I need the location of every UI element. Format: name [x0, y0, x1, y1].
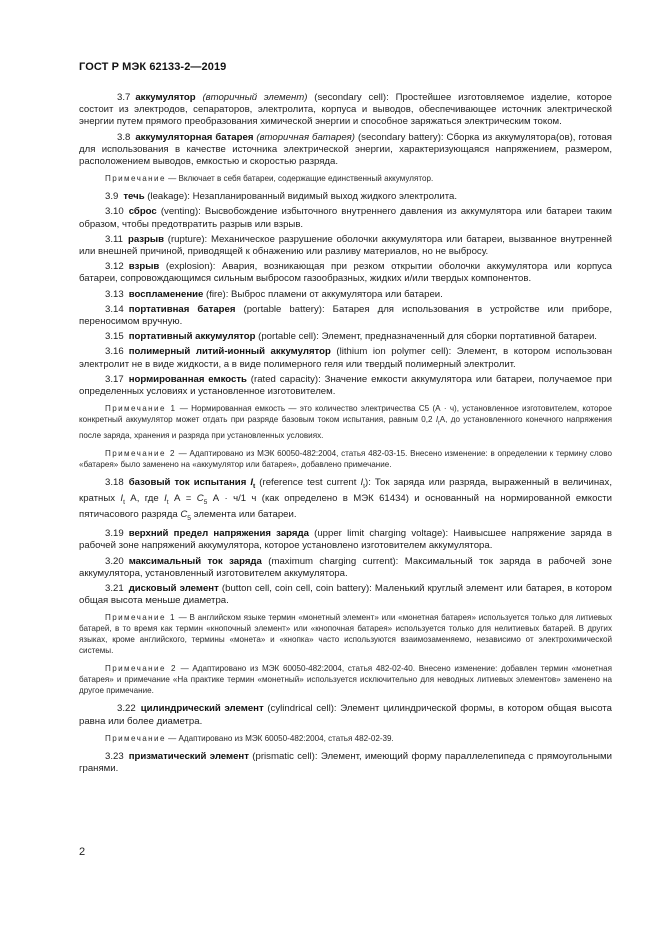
entry-3-8: 3.8 аккумуляторная батарея (вторичная батарея) (secondary battery): Сборка из аккумулятора(ов), готовая для использования в качестве источника электрической энергии, характеризующаяся напряжением, размером, расположением выводов, емкостью и скоростью разряда. [79, 131, 612, 168]
entry-3-10: 3.10 сброс (venting): Высвобождение избыточного внутреннего давления из аккумулятора или батареи таким образом, чтобы предотвратить разрыв или взрыв. [79, 206, 612, 230]
entry-3-21: 3.21 дисковый элемент (button cell, coin cell, coin battery): Маленький круглый элемент или батарея, в котором общая высота меньше диаметра. [79, 583, 612, 607]
note-3-8: Примечание — Включает в себя батареи, содержащие единственный аккумулятор. [105, 174, 434, 184]
entry-3-18: 3.18 базовый ток испытания $I_t$ (reference test current $I_t$): Ток заряда или разряда, выраженный в величинах, кратных $I_t$ А, где $I_t$ $А = C_5$ А · ч/1 ч (как определено в МЭК 61434) и основанный на нормированной емкости пятичасового разряда $C_5$ элемента или батареи. [79, 476, 613, 522]
note-2-3-21: Примечание 2 — Адаптировано из МЭК 60050-482:2004, статья 482-02-40. Внесено изменение: добавлен термин «монетная батарея» и примечание «На практике термин «монетный» используется исключительно для неводных литиевых элементов» заменено на другое примечание. [79, 664, 612, 696]
document-header: ГОСТ Р МЭК 62133-2—2019 [79, 61, 227, 73]
entry-3-23: 3.23 призматический элемент (prismatic cell): Элемент, имеющий форму параллелепипеда с прямоугольными гранями. [79, 750, 612, 775]
entry-3-22: 3.22 цилиндрический элемент (cylindrical cell): Элемент цилиндрической формы, в котором общая высота равна или более диаметра. [79, 703, 612, 727]
page-number: 2 [79, 846, 86, 858]
entry-3-12: 3.12 взрыв (explosion): Авария, возникающая при резком открытии оболочки аккумулятора или корпуса батареи, сопровождающимся сильным выбросом газообразных, жидких и/или твердых компонентов. [79, 261, 612, 285]
entry-3-17: 3.17 нормированная емкость (rated capacity): Значение емкости аккумулятора или батареи, получаемое при определенных условиях и установленное изготовителем. [79, 373, 612, 398]
entry-3-16: 3.16 полимерный литий-ионный аккумулятор (lithium ion polymer cell): Элемент, в котором использован электролит не в виде жидкости, а в виде полимерного геля или твердый полимерный электролит. [79, 346, 612, 370]
note-1-3-17: Примечание 1 — Нормированная емкость — это количество электричества C5 (А · ч), установленное изготовителем, которое конкретный аккумулятор может отдать при разряде базовым током испытания, равным 0,2 $I_tА$, до установленного конечного напряжения после заряда, хранения и разряда при установленных условиях. [79, 404, 612, 440]
entry-3-13: 3.13 воспламенение (fire): Выброс пламени от аккумулятора или батареи. [105, 288, 443, 300]
entry-3-7: 3.7 аккумулятор (вторичный элемент) (secondary cell): Простейшее изготовляемое изделие, которое состоит из электродов, сепараторов, электролита, корпуса и выводов, обеспечивающее источник электрической энергии путем прямого преобразования химической энергии и способное заряжаться электрическим током. [79, 92, 612, 128]
entry-3-14: 3.14 портативная батарея (portable battery): Батарея для использования в устройстве или приборе, переносимом вручную. [79, 303, 612, 328]
note-3-22: Примечание — Адаптировано из МЭК 60050-482:2004, статья 482-02-39. [105, 733, 394, 743]
note-1-3-21: Примечание 1 — В английском языке термин «монетный элемент» или «монетная батарея» используется только для литиевых батарей, в то время как термин «кнопочный элемент» или «кнопочная батарея» используется только для нелитиевых батарей. В других языках, кроме английского, термины «монета» и «кнопка» часто используются взаимозаменяемо, независимо от электрохимической системы. [79, 613, 612, 656]
entry-3-19: 3.19 верхний предел напряжения заряда (upper limit charging voltage): Наивысшее напряжение заряда в рабочей зоне напряжений аккумулятора, которое установлено изготовителем аккумулятора. [79, 528, 612, 552]
entry-3-11: 3.11 разрыв (rupture): Механическое разрушение оболочки аккумулятора или батареи, вызванное внутренней или внешней причиной, приводящей к обнажению или разливу материалов, но не выбросу. [79, 233, 612, 258]
entry-3-20: 3.20 максимальный ток заряда (maximum charging current): Максимальный ток заряда в рабочей зоне аккумулятора, установленный изготовителем аккумулятора. [79, 555, 612, 579]
entry-3-9: 3.9 течь (leakage): Незапланированный видимый выход жидкого электролита. [105, 191, 458, 203]
note-2-3-17: Примечание 2 — Адаптировано из МЭК 60050-482:2004, статья 482-03-15. Внесено изменение: в определении к термину слово «батарея» было заменено на «аккумулятор или батарея», добавлено примечание. [79, 448, 612, 469]
entry-3-15: 3.15 портативный аккумулятор (portable cell): Элемент, предназначенный для сборки портативной батареи. [105, 331, 597, 343]
document-body [79, 92, 612, 778]
